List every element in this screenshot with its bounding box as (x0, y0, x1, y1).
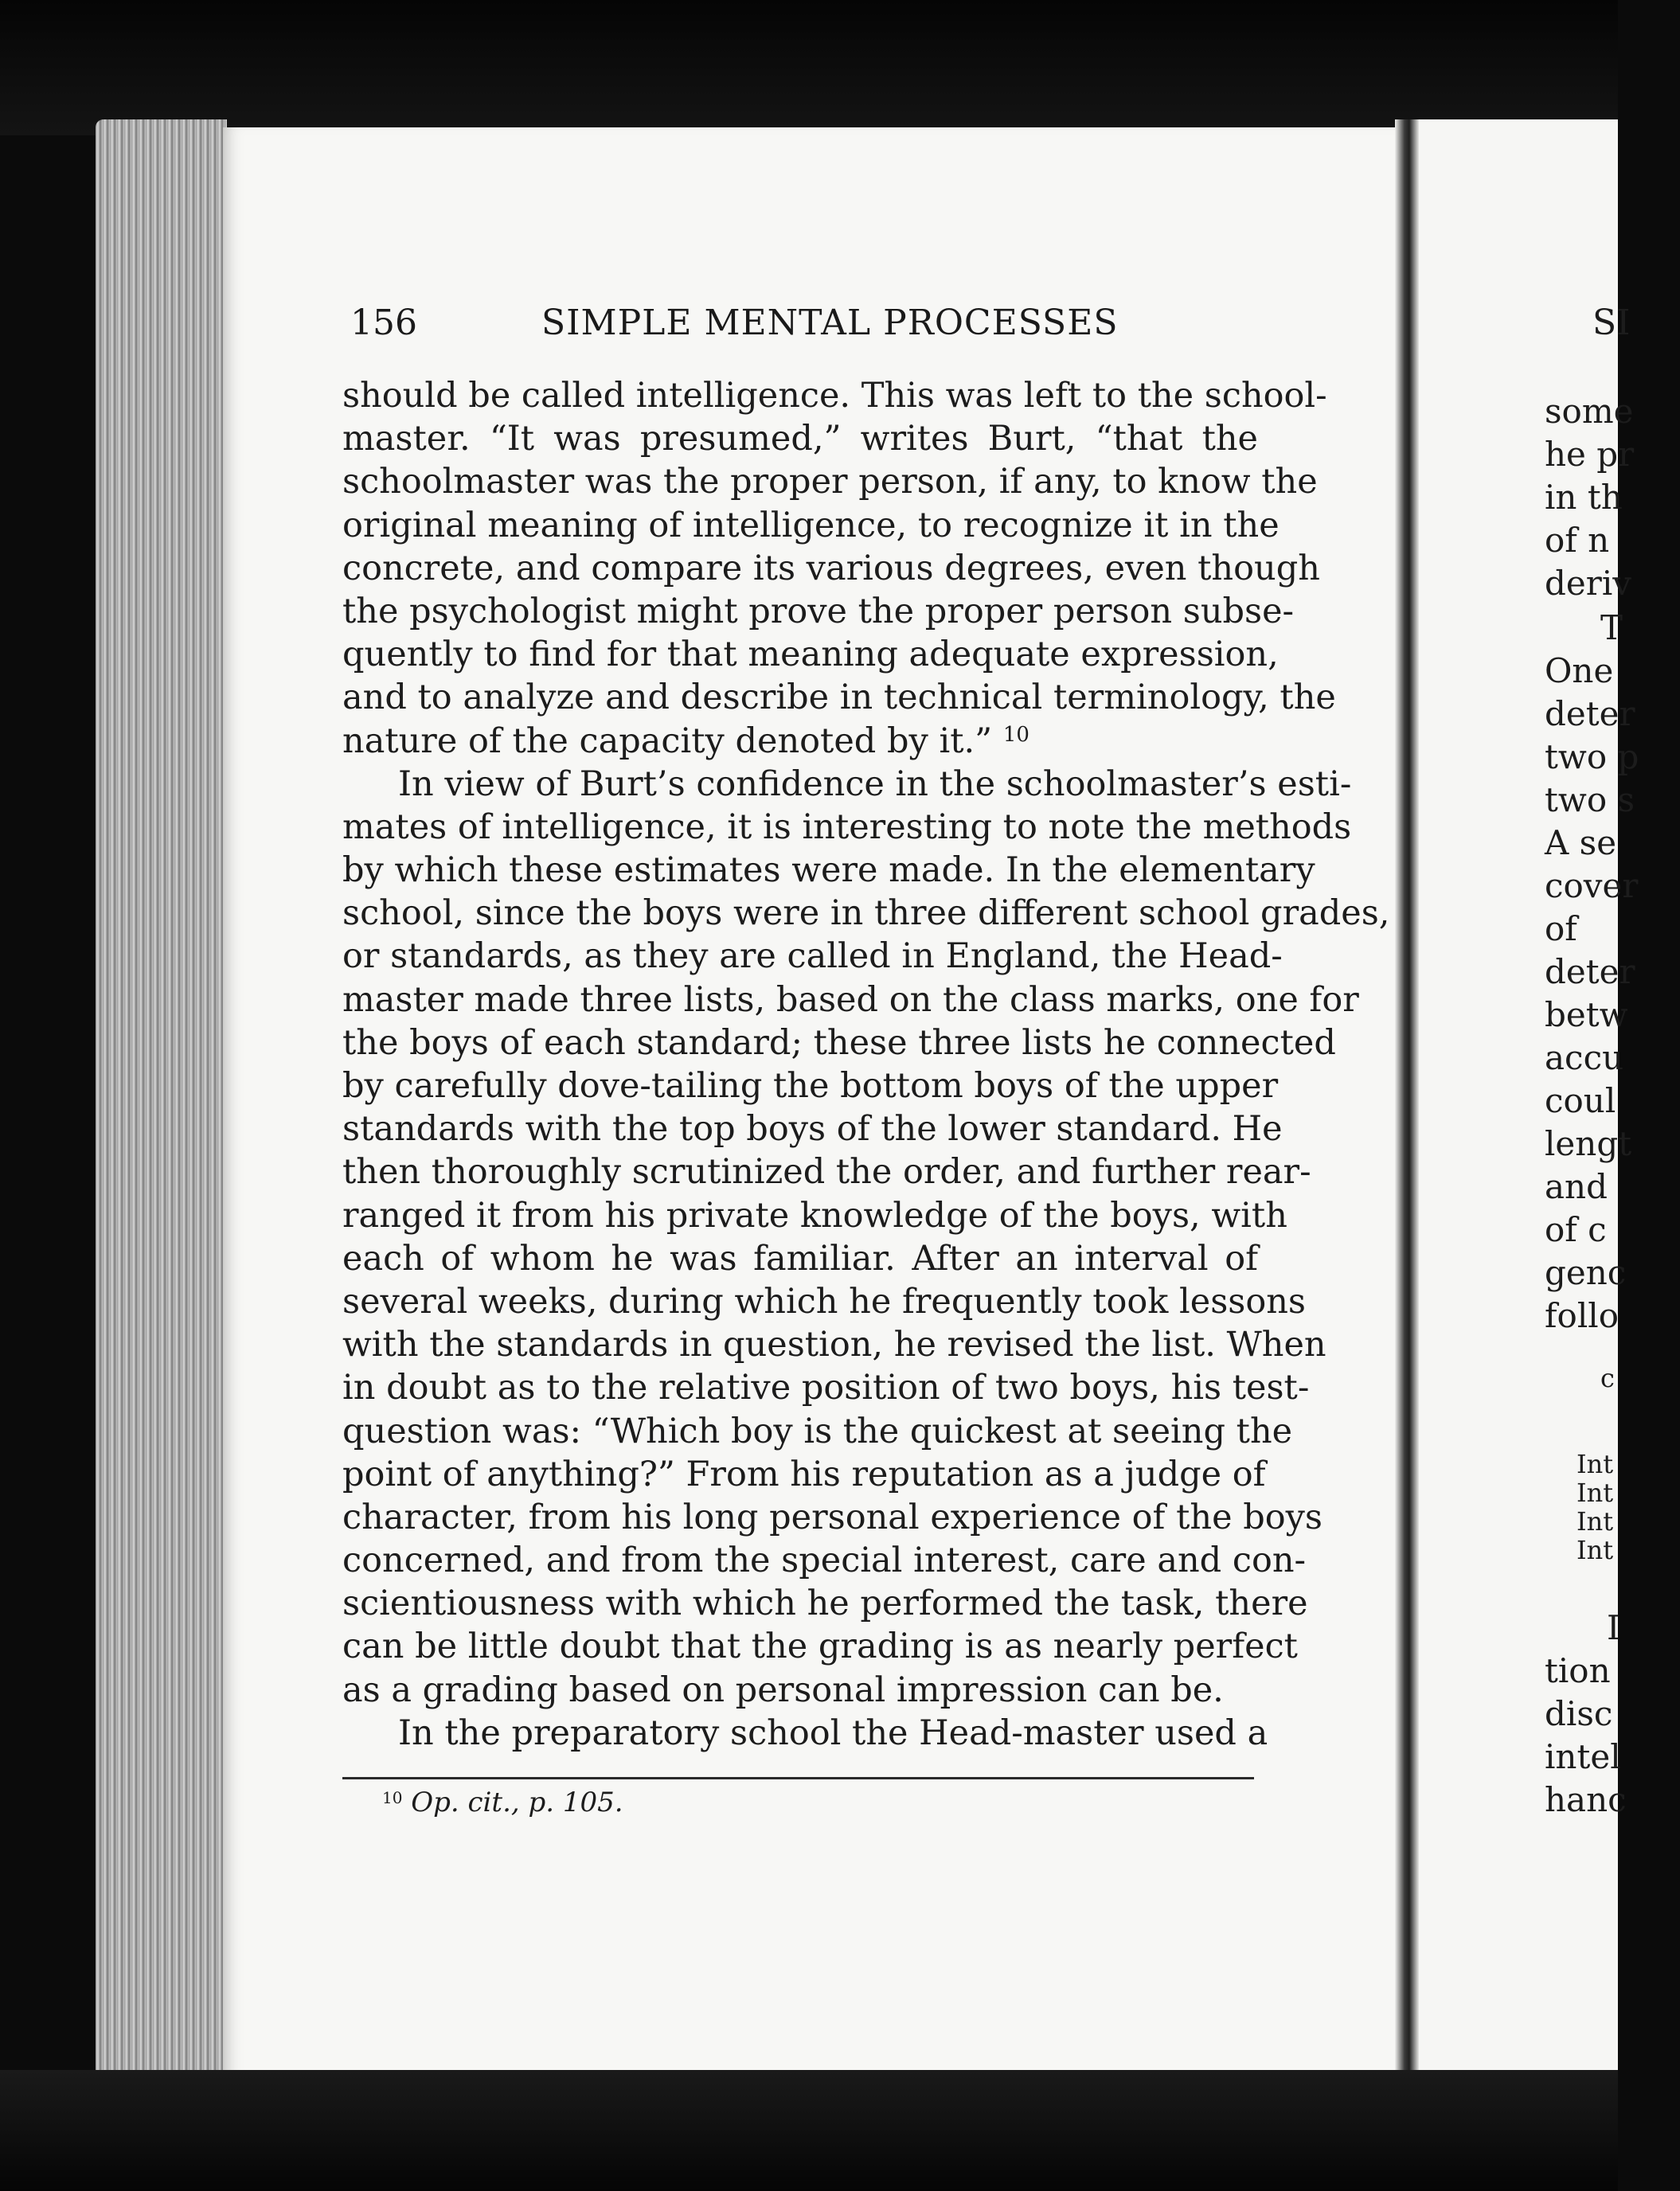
text-line: by which these estimates were made. In the elementary (342, 850, 1315, 891)
right-text-line: of n (1545, 521, 1610, 560)
text-line: in doubt as to the relative position of two boys, his test- (342, 1368, 1310, 1408)
right-text-line: two p (1545, 737, 1639, 776)
text-line: In view of Burt’s confidence in the schoolmaster’s esti- (398, 764, 1352, 804)
footnote-reference: 10 (1002, 722, 1029, 747)
running-head: SIMPLE MENTAL PROCESSES (541, 303, 1119, 343)
book-page-edges (96, 119, 227, 2078)
right-text-line: genc (1545, 1253, 1627, 1292)
right-text-line: One (1545, 651, 1614, 690)
text-line: should be called intelligence. This was left to the school- (342, 376, 1327, 416)
right-text-line: tion (1545, 1651, 1611, 1690)
text-line: can be little doubt that the grading is as nearly perfect (342, 1627, 1298, 1667)
right-text-line: of (1545, 909, 1577, 948)
text-line (342, 720, 1258, 763)
text-line: concrete, and compare its various degrees, even though (342, 548, 1320, 588)
text-line-content: nature of the capacity denoted by it.” (342, 721, 993, 761)
right-text-line: accu (1545, 1038, 1624, 1077)
text-line: ranged it from his private knowledge of the boys, with (342, 1195, 1287, 1236)
text-line: by carefully dove-tailing the bottom boys of the upper (342, 1066, 1279, 1106)
text-line: the boys of each standard; these three lists he connected (342, 1022, 1336, 1063)
text-line: concerned, and from the special interest, care and con- (342, 1541, 1307, 1581)
right-text-line: cover (1545, 866, 1639, 905)
right-text-line: I (1607, 1608, 1620, 1647)
text-line: In the preparatory school the Head-master used a (398, 1713, 1268, 1753)
text-line: point of anything?” From his reputation as a judge of (342, 1454, 1266, 1494)
right-text-line: some (1545, 392, 1634, 431)
page-header (350, 303, 1290, 350)
right-text-line: disc (1545, 1694, 1613, 1733)
right-table-row: Int (1576, 1449, 1614, 1479)
right-table-row: Int (1576, 1535, 1614, 1565)
page-number: 156 (350, 303, 417, 343)
right-text-line: betw (1545, 995, 1628, 1034)
text-line: as a grading based on personal impression can be. (342, 1670, 1224, 1710)
right-text-line: deter (1545, 952, 1635, 991)
footnote-text: Op. cit., p. 105. (411, 1787, 623, 1818)
right-text-line: follo (1545, 1296, 1619, 1335)
text-line: with the standards in question, he revised the list. When (342, 1325, 1326, 1365)
footnote (382, 1787, 623, 1818)
right-text-line: two s (1545, 780, 1635, 819)
text-line: or standards, as they are called in England, the Head- (342, 936, 1283, 977)
text-line: then thoroughly scrutinized the order, and further rear- (342, 1152, 1311, 1193)
text-line: question was: “Which boy is the quickest at seeing the (342, 1411, 1293, 1451)
right-text-line: deter (1545, 694, 1635, 733)
right-text-line: of c (1545, 1210, 1607, 1249)
right-text-line: coul (1545, 1081, 1616, 1120)
text-line: master. “It was presumed,” writes Burt, “that the (342, 419, 1258, 459)
right-text-line: he pr (1545, 435, 1635, 474)
text-line: several weeks, during which he frequently took lessons (342, 1281, 1306, 1322)
body-text (342, 374, 1390, 1755)
text-line: scientiousness with which he performed the task, there (342, 1584, 1308, 1624)
text-line: school, since the boys were in three different school grades, (342, 893, 1390, 934)
right-text-line: T (1600, 608, 1623, 647)
footnote-divider (342, 1777, 1254, 1779)
right-text-line: lengt (1545, 1124, 1632, 1163)
text-line: master made three lists, based on the class marks, one for (342, 979, 1359, 1020)
right-table-row: Int (1576, 1478, 1614, 1508)
right-running-head-fragment: SI (1592, 303, 1631, 343)
scan-background-bottom (0, 2070, 1618, 2191)
text-line: the psychologist might prove the proper person subse- (342, 591, 1295, 631)
text-line: schoolmaster was the proper person, if any, to know the (342, 462, 1318, 502)
text-line: and to analyze and describe in technical terminology, the (342, 678, 1336, 718)
text-line: original meaning of intelligence, to recognize it in the (342, 505, 1280, 545)
scan-background-top (0, 0, 1618, 135)
footnote-number: 10 (382, 1788, 403, 1807)
right-table-row: Int (1576, 1506, 1614, 1537)
right-text-line: deriv (1545, 564, 1631, 603)
text-line: standards with the top boys of the lower standard. He (342, 1109, 1283, 1150)
right-text-line: hanc (1545, 1780, 1627, 1819)
right-text-line: intel (1545, 1737, 1621, 1776)
right-text-line: in th (1545, 478, 1623, 517)
text-line: character, from his long personal experience of the boys (342, 1497, 1323, 1537)
book-gutter (1395, 119, 1419, 2078)
text-line: each of whom he was familiar. After an interval of (342, 1238, 1258, 1279)
text-line: mates of intelligence, it is interesting to note the methods (342, 806, 1352, 847)
text-line: quently to find for that meaning adequate expression, (342, 635, 1279, 675)
right-text-line: and (1545, 1167, 1608, 1206)
right-table-heading-fragment: c (1600, 1363, 1615, 1393)
right-text-line: A se (1545, 823, 1617, 862)
